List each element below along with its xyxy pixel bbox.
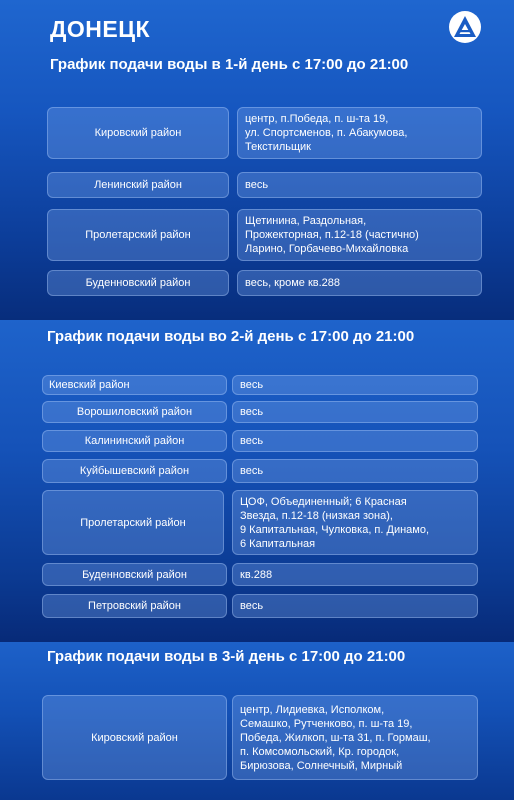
area-line: Прожекторная, п.12-18 (частично) (245, 229, 419, 241)
areas-cell: весь (232, 401, 478, 423)
area-line: Победа, Жилкоп, ш-та 31, п. Гормаш, (240, 731, 431, 744)
district-cell: Пролетарский район (42, 490, 224, 555)
areas-cell (232, 695, 478, 780)
areas-cell: весь (232, 375, 478, 395)
area-line: 6 Капитальная (240, 537, 316, 550)
area-line: Щетинина, Раздольная, (245, 215, 367, 227)
district-cell: Киевский район (42, 375, 227, 395)
areas-cell: весь, кроме кв.288 (237, 270, 482, 296)
city-title: ДОНЕЦК (50, 16, 151, 42)
district-cell: Пролетарский район (47, 209, 229, 261)
district-cell: Петровский район (42, 594, 227, 618)
area-line: Семашко, Рутченково, п. ш-та 19, (240, 717, 413, 730)
areas-cell: весь (232, 430, 478, 452)
area-line: Текстильщик (245, 141, 311, 153)
area-line: 9 Капитальная, Чулковка, п. Динамо, (240, 523, 430, 536)
area-line: Ларино, Горбачево-Михайловка (245, 243, 409, 255)
section-1-title: График подачи воды в 1-й день с 17:00 до 21:00 (50, 56, 409, 73)
area-line: центр, Лидиевка, Исполком, (240, 703, 385, 716)
areas-cell (237, 107, 482, 159)
areas-cell: весь (232, 594, 478, 618)
district-cell: Буденновский район (47, 270, 229, 296)
area-line: ЦОФ, Объединенный; 6 Красная (240, 495, 407, 508)
district-cell: Ленинский район (47, 172, 229, 198)
area-line: ул. Спортсменов, п. Абакумова, (245, 127, 408, 139)
areas-cell: кв.288 (232, 563, 478, 586)
areas-cell (232, 490, 478, 555)
area-line: п. Комсомольский, Кр. городок, (240, 745, 400, 758)
area-line: центр, п.Победа, п. ш-та 19, (245, 113, 389, 125)
triangle-logo-icon (448, 10, 482, 44)
district-cell: Калининский район (42, 430, 227, 452)
section-2-title: График подачи воды во 2-й день с 17:00 до 21:00 (47, 328, 415, 345)
area-line: Звезда, п.12-18 (низкая зона), (240, 509, 393, 522)
area-line: Бирюзова, Солнечный, Мирный (240, 759, 403, 772)
section-3-title: График подачи воды в 3-й день с 17:00 до 21:00 (47, 648, 406, 665)
district-cell: Кировский район (42, 695, 227, 780)
areas-cell (237, 209, 482, 261)
district-cell: Ворошиловский район (42, 401, 227, 423)
areas-cell: весь (232, 459, 478, 483)
district-cell: Куйбышевский район (42, 459, 227, 483)
district-cell: Буденновский район (42, 563, 227, 586)
district-cell: Кировский район (47, 107, 229, 159)
areas-cell: весь (237, 172, 482, 198)
